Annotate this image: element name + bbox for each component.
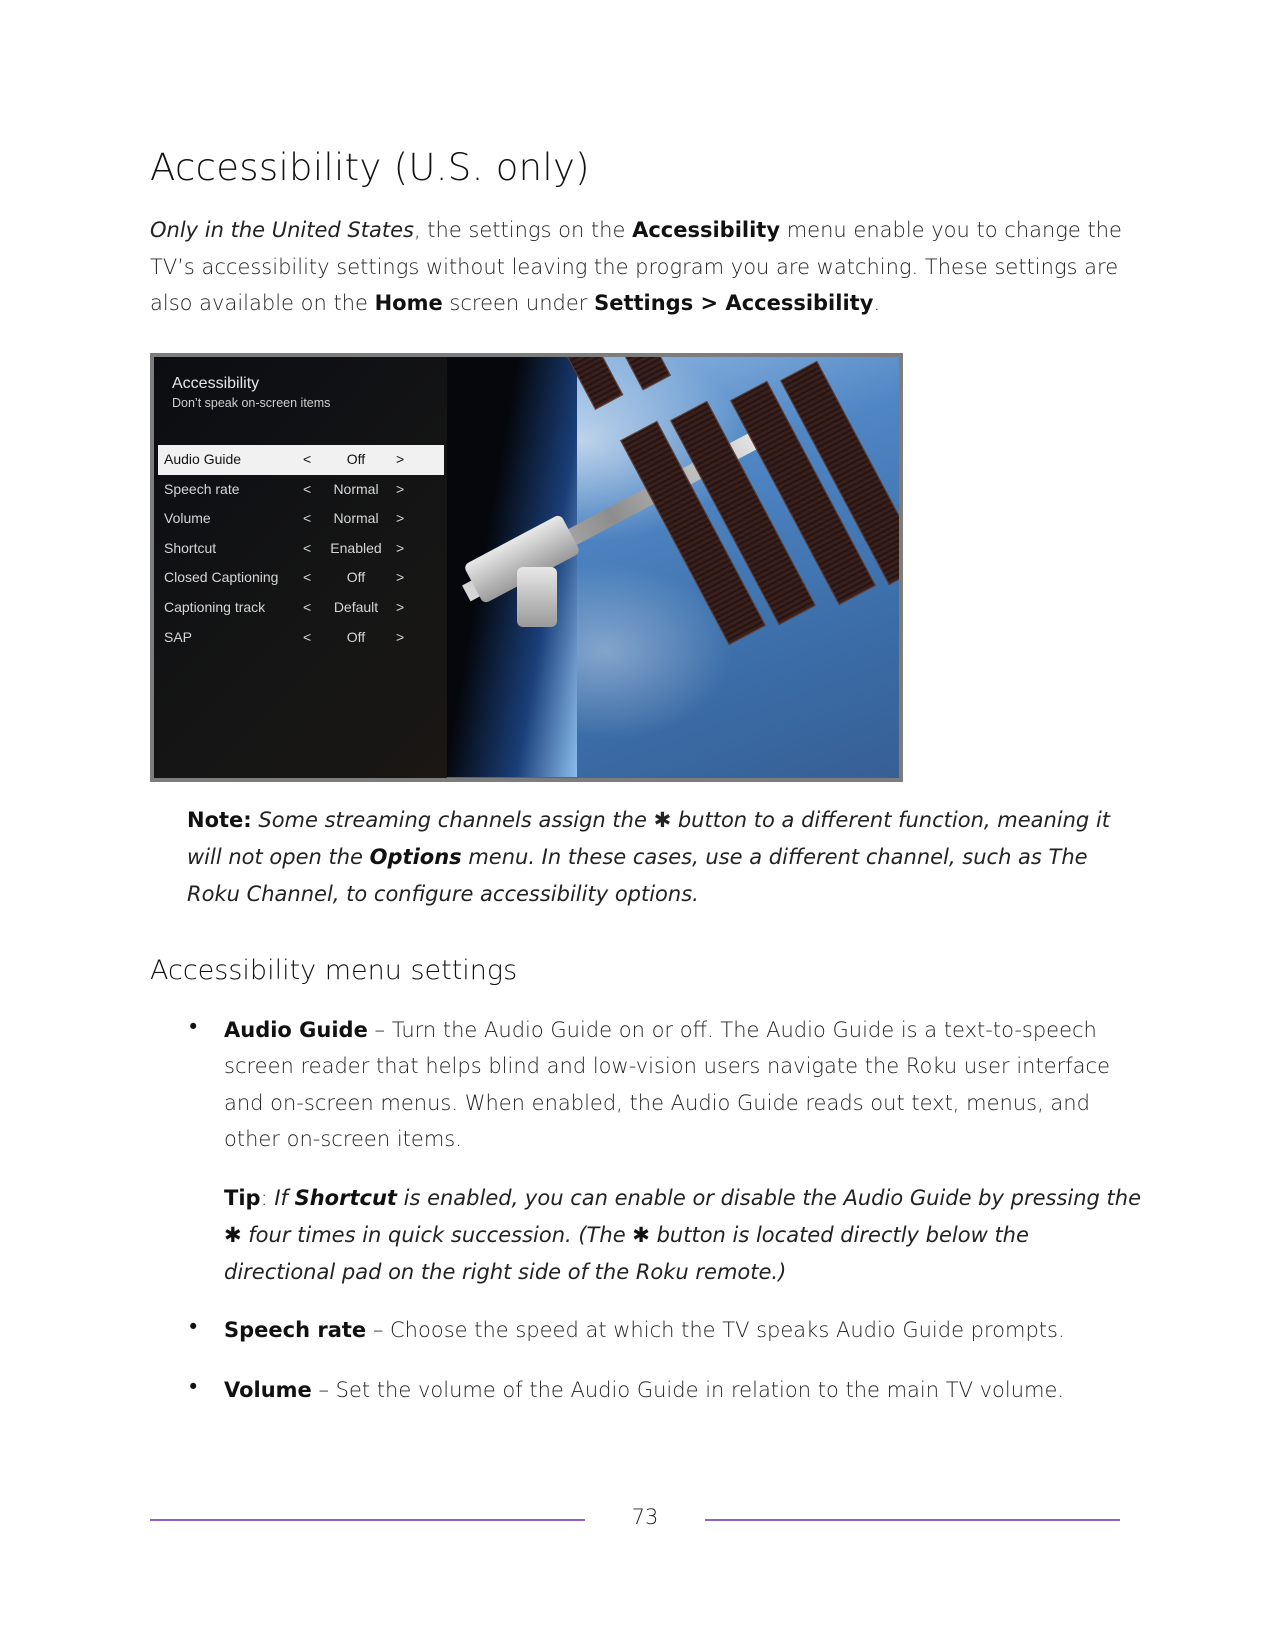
menu-row-audio-guide[interactable] — [158, 445, 444, 475]
right-arrow-icon[interactable]: > — [396, 598, 405, 615]
intro-bold-accessibility: Accessibility — [632, 218, 781, 242]
bullet-icon: • — [187, 1015, 200, 1039]
page-title: Accessibility (U.S. only) — [150, 146, 590, 189]
intro-italic: Only in the United States — [150, 218, 414, 242]
row-label: SAP — [164, 628, 193, 645]
menu-row-sap[interactable] — [158, 623, 444, 653]
tip-label: Tip — [224, 1186, 261, 1210]
bullet-item-volume — [224, 1372, 1144, 1408]
tip-text: If — [274, 1186, 295, 1210]
menu-header — [172, 375, 330, 410]
left-arrow-icon[interactable]: < — [303, 539, 312, 556]
left-arrow-icon[interactable]: < — [303, 569, 312, 586]
page-number: 73 — [631, 1505, 659, 1529]
left-arrow-icon[interactable]: < — [303, 598, 312, 615]
station-module — [517, 567, 557, 627]
row-value: Normal — [333, 510, 379, 527]
iss-earth-photo — [447, 357, 899, 778]
tip-text: four times in quick succession. (The — [241, 1223, 633, 1247]
menu-subtitle: Don’t speak on-screen items — [172, 396, 331, 410]
right-arrow-icon[interactable]: > — [396, 451, 405, 467]
bullet-term: Speech rate — [224, 1318, 367, 1342]
bullet-text: – Turn the Audio Guide on or off. The Audio Guide is a text-to-speech screen reader that helps blind and low-vision users navigate the Roku user interface and on-screen menus. When enabled, the Audio Guide reads out text, menus, and other on-screen items. — [224, 1018, 1111, 1151]
section-heading: Accessibility menu settings — [150, 955, 518, 986]
row-label: Volume — [164, 510, 211, 527]
bullet-item-audio-guide — [224, 1012, 1144, 1157]
left-arrow-icon[interactable]: < — [303, 510, 312, 527]
tip-colon: : — [260, 1186, 275, 1210]
note-text: menu. In these cases, use a different channel, such as The Roku Channel, to configure accessibility options. — [187, 845, 1088, 906]
intro-bold-home: Home — [374, 291, 443, 315]
intro-paragraph — [150, 212, 1140, 322]
bullet-text: – Choose the speed at which the TV speaks Audio Guide prompts. — [366, 1318, 1065, 1342]
intro-text: menu enable you to change the TV’s accessibility settings without leaving the program you are watching. These settings are also available on the — [150, 218, 1122, 315]
bullet-icon: • — [187, 1375, 200, 1399]
footer-rule-left — [150, 1519, 585, 1521]
row-value: Off — [346, 628, 366, 645]
right-arrow-icon[interactable]: > — [396, 628, 405, 645]
tip-text: button is located directly below the directional pad on the right side of the Roku remote.) — [224, 1223, 1029, 1284]
left-arrow-icon[interactable]: < — [303, 628, 312, 645]
row-value: Enabled — [330, 539, 382, 556]
bullet-item-speech-rate — [224, 1312, 1144, 1348]
star-button-icon: ✱ — [224, 1223, 242, 1247]
left-arrow-icon[interactable]: < — [303, 451, 312, 467]
note-bold-options: Options — [369, 845, 462, 869]
note-label: Note: — [187, 808, 252, 832]
menu-title: Accessibility — [172, 375, 260, 392]
row-value: Default — [333, 598, 379, 615]
right-arrow-icon[interactable]: > — [396, 539, 405, 556]
row-value: Off — [346, 569, 366, 586]
menu-rows — [158, 445, 444, 652]
row-label: Closed Captioning — [164, 569, 279, 586]
accessibility-menu-panel — [154, 357, 447, 778]
bullet-text: – Set the volume of the Audio Guide in relation to the main TV volume. — [311, 1378, 1065, 1402]
row-value: Off — [346, 451, 366, 467]
menu-row-speech-rate[interactable] — [158, 475, 444, 505]
star-button-icon: ✱ — [632, 1223, 650, 1247]
tip-bold-shortcut: Shortcut — [294, 1186, 397, 1210]
tip-text: is enabled, you can enable or disable the Audio Guide by pressing the — [396, 1186, 1141, 1210]
row-value: Normal — [333, 480, 379, 497]
menu-row-volume[interactable] — [158, 504, 444, 534]
row-label: Shortcut — [164, 539, 217, 556]
bullet-term: Volume — [224, 1378, 312, 1402]
menu-row-shortcut[interactable] — [158, 534, 444, 564]
intro-text: . — [873, 291, 881, 315]
menu-row-captioning-track[interactable] — [158, 593, 444, 623]
tv-screenshot — [150, 353, 903, 782]
left-arrow-icon[interactable]: < — [303, 480, 312, 497]
intro-text: screen under — [442, 291, 595, 315]
intro-bold-settings-path: Settings > Accessibility — [594, 291, 874, 315]
footer-rule-right — [705, 1519, 1120, 1521]
note-text: button to a different function, meaning it will not open the — [187, 808, 1111, 869]
menu-row-closed-captioning[interactable] — [158, 563, 444, 593]
right-arrow-icon[interactable]: > — [396, 569, 405, 586]
right-arrow-icon[interactable]: > — [396, 510, 405, 527]
bullet-term: Audio Guide — [224, 1018, 368, 1042]
note-text: Some streaming channels assign the — [251, 808, 654, 832]
row-label: Audio Guide — [164, 451, 242, 467]
star-button-icon: ✱ — [653, 808, 672, 832]
note-callout — [187, 802, 1137, 913]
intro-text: , the settings on the — [413, 218, 633, 242]
row-label: Speech rate — [164, 480, 240, 497]
tip-callout — [224, 1180, 1144, 1291]
bullet-icon: • — [187, 1315, 200, 1339]
row-label: Captioning track — [164, 598, 266, 615]
right-arrow-icon[interactable]: > — [396, 480, 405, 497]
